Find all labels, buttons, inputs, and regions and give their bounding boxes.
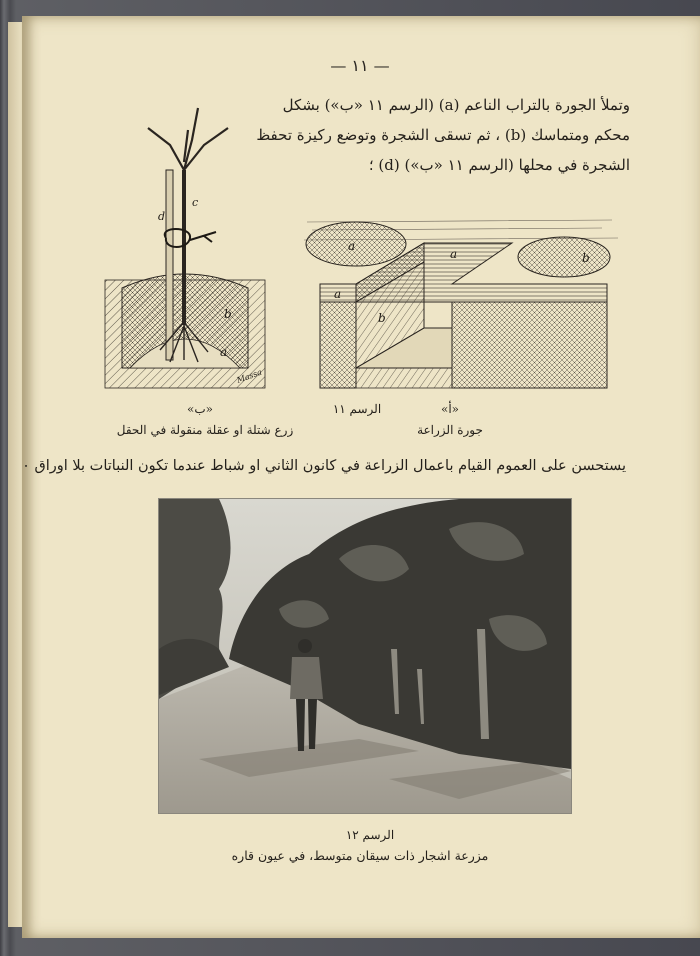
label-a: a — [220, 345, 228, 359]
seedling-branches — [148, 108, 228, 170]
figure-11a-caption: جورة الزراعة — [417, 423, 483, 437]
figure-11-title: الرسم ١١ — [332, 402, 382, 416]
pit-label-a-heap: a — [348, 239, 356, 253]
support-stake — [166, 170, 173, 360]
figure-11a-label: «أ» — [440, 402, 460, 416]
seedling-planting-drawing — [100, 100, 270, 392]
artist-signature: Massa — [235, 367, 264, 385]
soil-heap-right — [518, 237, 610, 277]
figure-12-title: الرسم ١٢ — [345, 828, 395, 842]
pit-label-a-left: a — [334, 287, 342, 301]
pit-label-b-wall: b — [378, 311, 386, 325]
pit-right-face — [452, 302, 607, 388]
label-c: c — [192, 196, 199, 209]
soil-front-block — [320, 302, 356, 388]
paragraph-line-2: محكم ومتماسك (b) ، ثم تسقى الشجرة وتوضع ركيزة تحفظ — [256, 126, 630, 144]
pit-label-a-top: a — [450, 247, 458, 261]
planting-season-note: يستحسن على العموم القيام باعمال الزراعة في كانون الثاني او شباط عندما تكون النباتات بلا اوراق ٠ — [22, 458, 626, 474]
paragraph-line-1: وتملأ الجورة بالتراب الناعم (a) (الرسم ١١ «ب») بشكل — [282, 96, 630, 114]
pit-label-b-heap: b — [582, 251, 590, 265]
pit-front-edge — [356, 368, 452, 388]
soil-heap-left — [306, 222, 406, 266]
orchard-photograph — [158, 498, 572, 814]
figure-11b-caption: زرع شتلة او عقلة منقولة في الحقل — [116, 423, 294, 437]
label-d: d — [158, 210, 166, 223]
page-number: — ١١ — — [330, 56, 390, 75]
planting-paragraph — [256, 90, 630, 180]
figure-11b-label: «ب» — [187, 402, 213, 416]
planting-pit-drawing — [302, 210, 620, 392]
paragraph-line-3: الشجرة في محلها (الرسم ١١ «ب») (d) ؛ — [368, 156, 630, 174]
label-b: b — [224, 307, 232, 321]
figure-12-caption: مزرعة اشجار ذات سيقان متوسط، في عيون قاره — [231, 848, 489, 863]
